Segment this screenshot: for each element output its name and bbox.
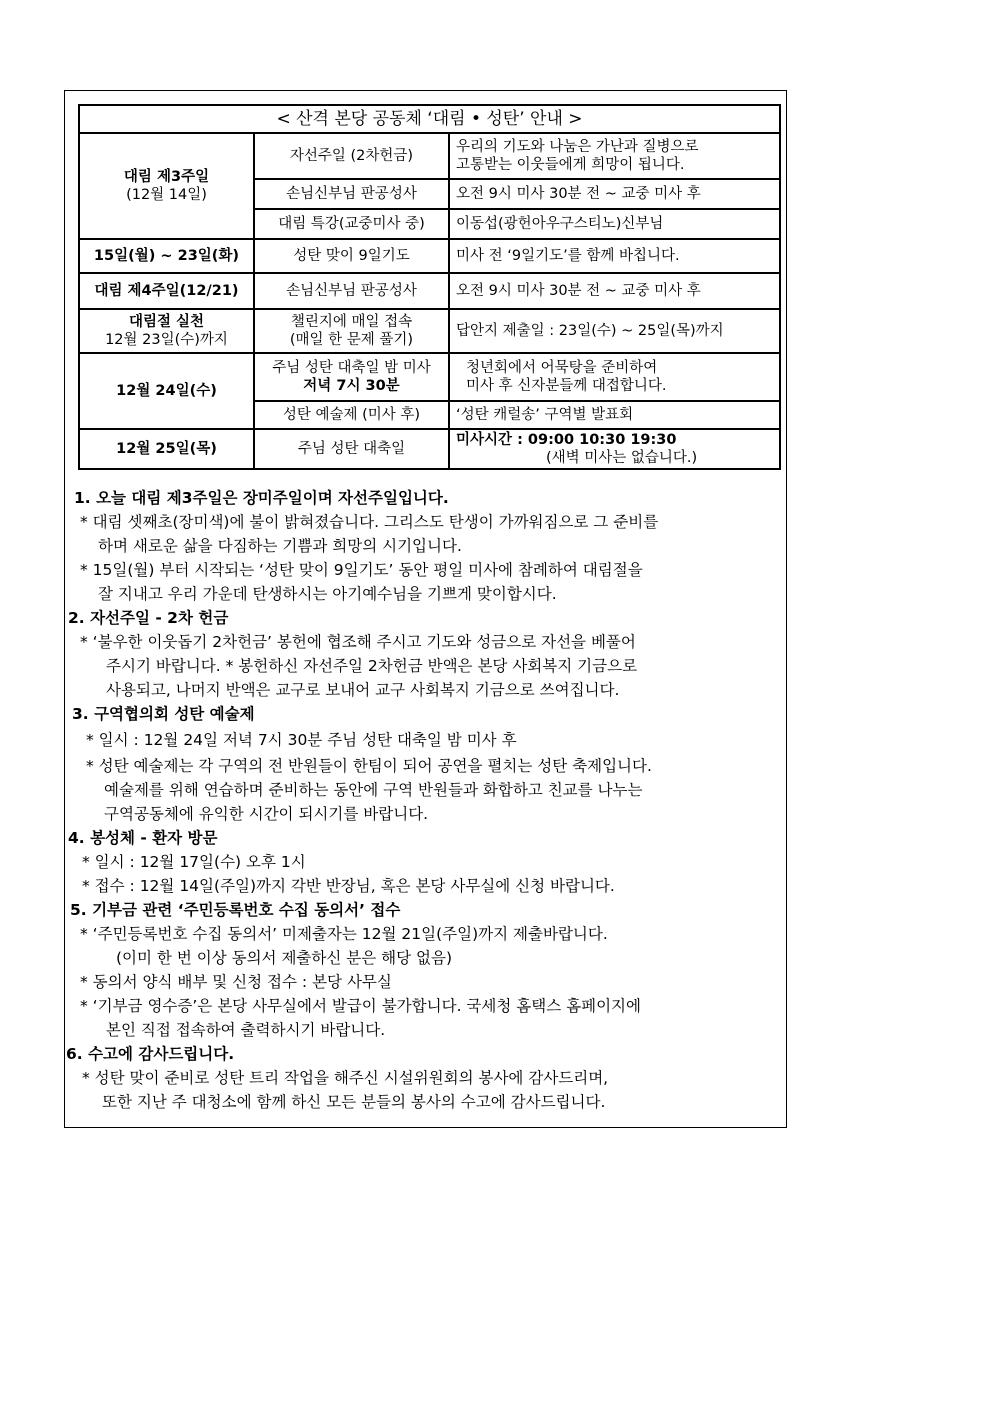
notice-heading: 2. 자선주일 - 2차 헌금	[68, 609, 229, 627]
event-line: 저녁 7시 30분	[303, 378, 400, 394]
notice-heading: 3. 구역협의회 성탄 예술제	[72, 705, 255, 723]
detail-cell: 미사 전 ‘9일기도’를 함께 바칩니다.	[449, 239, 780, 273]
event-cell: 대림 특강(교중미사 중)	[254, 209, 449, 239]
detail-line: 미사시간 : 09:00 10:30 19:30	[456, 432, 677, 448]
detail-cell	[449, 353, 780, 401]
row-label: 12월 24일(수)	[79, 353, 254, 429]
notice-line: * 성탄 맞이 준비로 성탄 트리 작업을 해주신 시설위원회의 봉사에 감사드리며,	[82, 1069, 609, 1087]
notice-line: 하며 새로운 삶을 다짐하는 기쁨과 희망의 시기입니다.	[98, 537, 462, 555]
table-row	[79, 239, 780, 273]
event-cell: 자선주일 (2차헌금)	[254, 133, 449, 179]
notice-line: * 대림 셋째초(장미색)에 불이 밝혀졌습니다. 그리스도 탄생이 가까워짐으로 그 준비를	[80, 513, 659, 531]
detail-cell: 오전 9시 미사 30분 전 ~ 교중 미사 후	[449, 273, 780, 309]
event-cell: 손님신부님 판공성사	[254, 273, 449, 309]
event-cell: 주님 성탄 대축일	[254, 429, 449, 469]
notice-heading: 1. 오늘 대림 제3주일은 장미주일이며 자선주일입니다.	[74, 489, 449, 507]
notice-line: 본인 직접 접속하여 출력하시기 바랍니다.	[106, 1021, 386, 1039]
notice-line: * 일시 : 12월 17일(수) 오후 1시	[82, 853, 306, 871]
table-row	[79, 309, 780, 353]
event-cell	[254, 353, 449, 401]
detail-line: 우리의 기도와 나눔은 가난과 질병으로	[456, 139, 699, 155]
schedule-table	[78, 104, 781, 470]
detail-cell: 이동섭(광헌아우구스티노)신부님	[449, 209, 780, 239]
notice-line: * ‘불우한 이웃돕기 2차헌금’ 봉헌에 협조해 주시고 기도와 성금으로 자선을 베풀어	[80, 633, 636, 651]
table-row	[79, 273, 780, 309]
detail-cell	[449, 429, 780, 469]
detail-cell	[449, 133, 780, 179]
notice-line: * 성탄 예술제는 각 구역의 전 반원들이 한팀이 되어 공연을 펼치는 성탄 축제입니다.	[86, 757, 652, 775]
table-title: < 산격 본당 공동체 ‘대림 • 성탄’ 안내 >	[79, 105, 780, 133]
detail-line: (새벽 미사는 없습니다.)	[546, 450, 698, 466]
event-cell	[254, 309, 449, 353]
table-row	[79, 133, 780, 179]
row-label	[79, 309, 254, 353]
notice-heading: 4. 봉성체 - 환자 방문	[68, 829, 218, 847]
detail-cell: 오전 9시 미사 30분 전 ~ 교중 미사 후	[449, 179, 780, 209]
notice-line: 또한 지난 주 대청소에 함께 하신 모든 분들의 봉사의 수고에 감사드립니다.	[102, 1093, 606, 1111]
event-cell: 손님신부님 판공성사	[254, 179, 449, 209]
detail-line: 청년회에서 어묵탕을 준비하여	[466, 360, 658, 376]
notice-list	[66, 486, 782, 1114]
notice-heading: 6. 수고에 감사드립니다.	[66, 1045, 235, 1063]
detail-cell: 답안지 제출일 : 23일(수) ~ 25일(목)까지	[449, 309, 780, 353]
row-label: 15일(월) ~ 23일(화)	[79, 239, 254, 273]
event-cell: 성탄 맞이 9일기도	[254, 239, 449, 273]
row-label-sub: 12월 23일(수)까지	[105, 332, 228, 348]
notice-line: (이미 한 번 이상 동의서 제출하신 분은 해당 없음)	[116, 949, 452, 967]
notice-line: 잘 지내고 우리 가운데 탄생하시는 아기예수님을 기쁘게 맞이합시다.	[98, 585, 557, 603]
notice-line: 예술제를 위해 연습하며 준비하는 동안에 구역 반원들과 화합하고 친교를 나누는	[104, 781, 643, 799]
row-label-sub: (12월 14일)	[126, 187, 207, 203]
detail-line: 미사 후 신자분들께 대접합니다.	[466, 378, 667, 394]
event-line: 챌린지에 매일 접속	[290, 314, 413, 330]
row-label	[79, 133, 254, 239]
row-label: 12월 25일(목)	[79, 429, 254, 469]
notice-line: * ‘기부금 영수증’은 본당 사무실에서 발급이 불가합니다. 국세청 홈택스 홈페이지에	[80, 997, 641, 1015]
notice-line: * 접수 : 12월 14일(주일)까지 각반 반장님, 혹은 본당 사무실에 신청 바랍니다.	[82, 877, 615, 895]
notice-line: 구역공동체에 유익한 시간이 되시기를 바랍니다.	[104, 805, 429, 823]
notice-line: * 일시 : 12월 24일 저녁 7시 30분 주님 성탄 대축일 밤 미사 후	[86, 731, 517, 749]
row-label-main: 대림절 실천	[128, 314, 205, 330]
notice-line: * ‘주민등록번호 수집 동의서’ 미제출자는 12월 21일(주일)까지 제출바랍니다.	[80, 925, 608, 943]
notice-line: * 15일(월) 부터 시작되는 ‘성탄 맞이 9일기도’ 동안 평일 미사에 참례하여 대림절을	[80, 561, 643, 579]
notice-heading: 5. 기부금 관련 ‘주민등록번호 수집 동의서’ 접수	[70, 901, 401, 919]
notice-line: 주시기 바랍니다. * 봉헌하신 자선주일 2차헌금 반액은 본당 사회복지 기금으로	[106, 657, 638, 675]
event-cell: 성탄 예술제 (미사 후)	[254, 401, 449, 429]
row-label-main: 대림 제3주일	[123, 169, 210, 185]
row-label: 대림 제4주일(12/21)	[79, 273, 254, 309]
notice-line: * 동의서 양식 배부 및 신청 접수 : 본당 사무실	[80, 973, 392, 991]
detail-line: 고통받는 이웃들에게 희망이 됩니다.	[456, 157, 685, 173]
detail-cell: ‘성탄 캐럴송’ 구역별 발표회	[449, 401, 780, 429]
event-line: 주님 성탄 대축일 밤 미사	[272, 360, 431, 376]
table-row	[79, 429, 780, 469]
event-line: (매일 한 문제 풀기)	[289, 332, 414, 348]
notice-line: 사용되고, 나머지 반액은 교구로 보내어 교구 사회복지 기금으로 쓰여집니다.	[106, 681, 620, 699]
table-row	[79, 353, 780, 401]
